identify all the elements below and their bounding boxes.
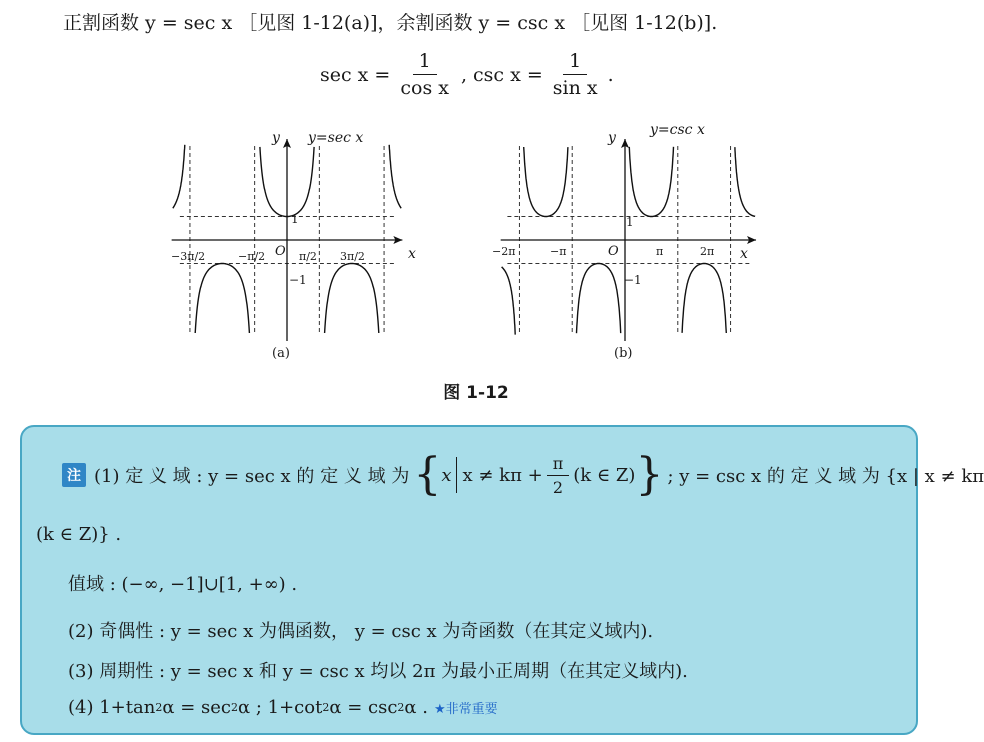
note-parity-text: (2) 奇偶性 : y = sec x 为偶函数， y = csc x 为奇函数（在其定义域内). (68, 621, 654, 642)
sec-curve-branch (195, 264, 249, 334)
note-domain-text: (1) 定 义 域 : y = sec x 的 定 义 域 为 (94, 466, 410, 487)
sec-x-axis-label: x (408, 246, 416, 262)
sec-csc-formula (320, 50, 614, 99)
sec-lhs: sec x = (320, 63, 391, 86)
sec-domain-set (413, 449, 664, 500)
set-bar (456, 457, 457, 493)
pi-over-two (547, 454, 570, 497)
sec-numerator: 1 (413, 50, 437, 75)
note-line-domain (62, 449, 984, 500)
identity-exponent: 2 (155, 701, 163, 714)
sec-curve-label: y=sec x (308, 130, 364, 146)
note-badge: 注 (62, 463, 86, 487)
identity-part: (4) 1+tan (68, 697, 156, 718)
sec-fraction (394, 50, 455, 99)
identity-part: α ; 1+cot (237, 697, 323, 718)
set-variable: x (441, 464, 452, 486)
sec-tick-label: −π/2 (238, 250, 266, 263)
csc-x-axis-label: x (740, 246, 748, 262)
note-line-period (68, 657, 688, 683)
identity-exponent: 2 (230, 701, 238, 714)
csc-neg-one-label: −1 (624, 273, 642, 287)
set-close-brace: } (635, 449, 664, 500)
csc-tick-label: π (656, 245, 664, 258)
note-line-parity (68, 617, 653, 643)
csc-denominator: sin x (552, 77, 598, 99)
figure-caption: 图 1-12 (443, 383, 509, 403)
csc-curve-branch (524, 147, 568, 217)
note-period-text: (3) 周期性 : y = sec x 和 y = csc x 均以 2π 为最小正周期（在其定义域内). (68, 661, 688, 682)
important-star-label: ★非常重要 (434, 702, 498, 717)
sec-curve-branch (173, 145, 185, 208)
sec-tick-label: 3π/2 (340, 250, 365, 263)
formula-end: . (607, 63, 614, 86)
sec-origin-label: O (275, 244, 286, 259)
csc-graph (488, 120, 768, 365)
csc-fraction (547, 50, 604, 99)
sec-one-label: 1 (291, 212, 299, 226)
csc-curve-branch (735, 147, 755, 216)
sec-denominator: cos x (400, 77, 449, 99)
identity-part: α = csc (329, 697, 398, 718)
formula-separator: , (460, 63, 467, 86)
identity-exponent: 2 (322, 701, 330, 714)
pi-numerator: π (547, 454, 570, 476)
note-line-range (68, 570, 297, 596)
intro-text: 正割函数 y = sec x ［见图 1-12(a)]，余割函数 y = csc x ［见图 1-12(b)]. (63, 12, 718, 34)
csc-curve-branch (577, 264, 621, 334)
csc-curve-branch (629, 147, 673, 217)
sec-curve-branch (389, 145, 401, 208)
note-box (20, 425, 984, 735)
csc-curve-branch (502, 267, 516, 335)
csc-y-axis-label: y (608, 130, 616, 146)
note-range-text: 值域 : (−∞, −1]∪[1, +∞) . (68, 574, 298, 595)
sec-panel-label: (a) (272, 346, 290, 361)
note-line-domain-cont (36, 524, 121, 545)
csc-axes (501, 139, 756, 341)
set-k-condition: (k ∈ Z) (573, 464, 636, 486)
sec-graph (160, 120, 430, 365)
csc-tick-label: 2π (700, 245, 715, 258)
sec-neg-one-label: −1 (289, 273, 307, 287)
sec-curve-branch (325, 264, 379, 334)
csc-panel-label: (b) (614, 346, 633, 361)
csc-tick-label: −2π (492, 245, 516, 258)
identity-exponent: 2 (397, 701, 405, 714)
note-csc-domain-text: ; y = csc x 的 定 义 域 为 {x | x ≠ kπ (667, 466, 984, 487)
csc-curve-label: y=csc x (650, 122, 705, 138)
csc-lhs: csc x = (473, 63, 543, 86)
csc-origin-label: O (608, 244, 619, 259)
csc-one-label: 1 (626, 215, 634, 229)
identity-part: α = sec (162, 697, 231, 718)
sec-y-axis-label: y (272, 130, 280, 146)
note-line-identities (68, 697, 498, 718)
sec-axes (172, 139, 403, 341)
sec-tick-label: −3π/2 (171, 250, 206, 263)
csc-tick-label: −π (550, 245, 567, 258)
set-condition: x ≠ kπ + (462, 464, 543, 486)
csc-curves (502, 147, 755, 335)
set-open-brace: { (413, 449, 442, 500)
csc-curve-branch (682, 264, 726, 334)
identity-part: α . (404, 697, 429, 718)
sec-tick-label: π/2 (299, 250, 317, 263)
csc-numerator: 1 (563, 50, 587, 75)
note-domain-continuation: (k ∈ Z)} . (36, 524, 122, 545)
two-denominator: 2 (552, 477, 564, 497)
